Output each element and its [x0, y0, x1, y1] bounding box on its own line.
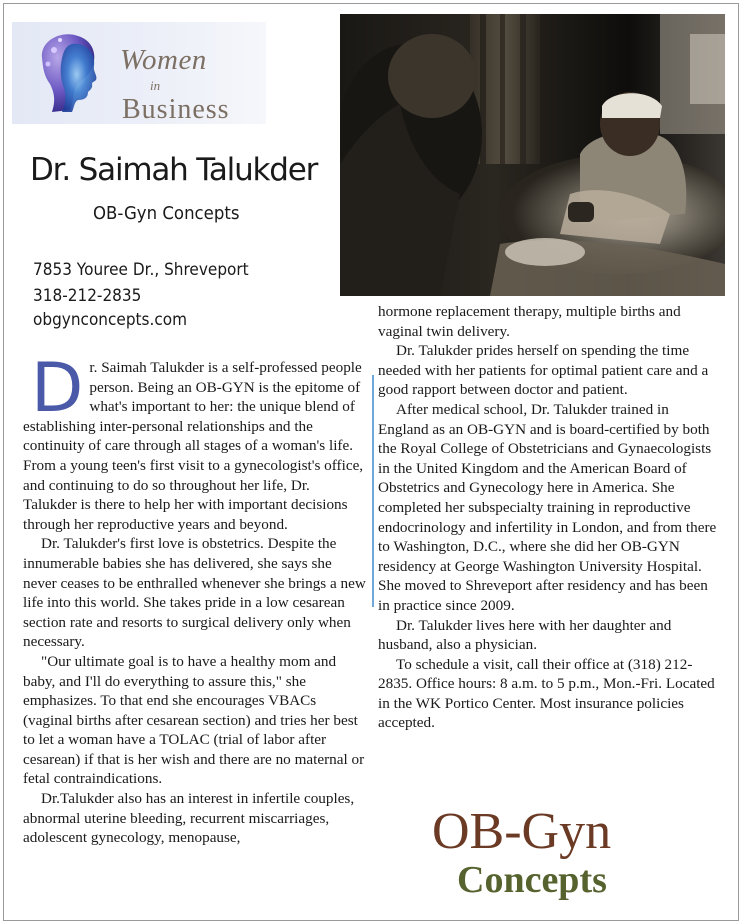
article-paragraph: Dr.Talukder also has an interest in infertile couples, abnormal uterine bleeding, recurrent miscarriages, adolescent gynecology, menopause, [23, 790, 355, 847]
article-paragraph: Dr. Talukder's first love is obstetrics. Despite the innumerable babies she has delivered, she says she never ceases to be enthralled whenever she brings a new life into this world. She takes pride in a low cesarean section rate and resorts to surgical delivery only when necessary. [23, 535, 366, 651]
obgyn-logo-line2: Concepts [457, 859, 607, 901]
article-left-column [23, 349, 367, 848]
practice-name-subheading: OB-Gyn Concepts [93, 203, 240, 224]
article-paragraph [23, 349, 367, 534]
paragraph-text: r. Saimah Talukder is a self-professed people person. Being an OB-GYN is the epitome of what's important to her: the unique blend of establishing inter-personal relationships and the continuity of care through all stages of a woman's life. From a young teen's first visit to a gynecologist's office, and continuing to do so throughout her life, Dr. Talukder is there to help her with important decisions through her reproductive years and beyond. [23, 359, 364, 533]
contact-phone: 318-212-2835 [33, 286, 142, 306]
contact-website[interactable]: obgynconcepts.com [33, 310, 188, 330]
article-paragraph: Dr. Talukder prides herself on spending the time needed with her patients for optimal patient care and a good rapport between doctor and patient. [378, 342, 709, 399]
doctor-name-heading: Dr. Saimah Talukder [30, 152, 318, 188]
article-paragraph: hormone replacement therapy, multiple births and vaginal twin delivery. [378, 303, 681, 340]
banner-in-text: in [150, 78, 161, 93]
article-paragraph: After medical school, Dr. Talukder trained in England as an OB-GYN and is board-certified by both the Royal College of Obstetricians and Gynaecologists in the United Kingdom and the American Board of Obstetrics and Gynecology here in America. She completed her subspecialty training in reproductive endocrinology and infertility in London, and from there to Washington, D.C., where she did her OB-GYN residency at George Washington University Hospital. She moved to Shreveport after residency and has been in practice since 2009. [378, 400, 717, 614]
obgyn-logo-line1: OB-Gyn [432, 803, 612, 860]
article-paragraph: "Our ultimate goal is to have a healthy mom and baby, and I'll do everything to assure this," she emphasizes. To that end she encourages VBACs (vaginal births after cesarean section) and tries her best to let a woman have a TOLAC (trial of labor after cesarean) if that is her wish and there are no maternal or fetal contraindications. [23, 652, 365, 788]
banner-women-text: Women [120, 44, 207, 76]
photo-illustration [340, 14, 725, 296]
article-right-column [378, 302, 722, 733]
column-divider-rule [372, 375, 374, 607]
women-in-business-banner [12, 22, 266, 124]
article-paragraph: Dr. Talukder lives here with her daughter and husband, also a physician. [378, 616, 672, 654]
contact-address: 7853 Youree Dr., Shreveport [33, 260, 249, 280]
article-paragraph: To schedule a visit, call their office at (318) 212-2835. Office hours: 8 a.m. to 5 p.m., Mon.-Fri. Located in the WK Portico Center. Most insurance policies accepted. [378, 655, 715, 732]
banner-business-text: Business [122, 94, 230, 125]
doctor-delivery-photo [340, 14, 725, 296]
dropcap-letter: D [31, 349, 84, 428]
face-silhouette-logo [32, 28, 114, 114]
